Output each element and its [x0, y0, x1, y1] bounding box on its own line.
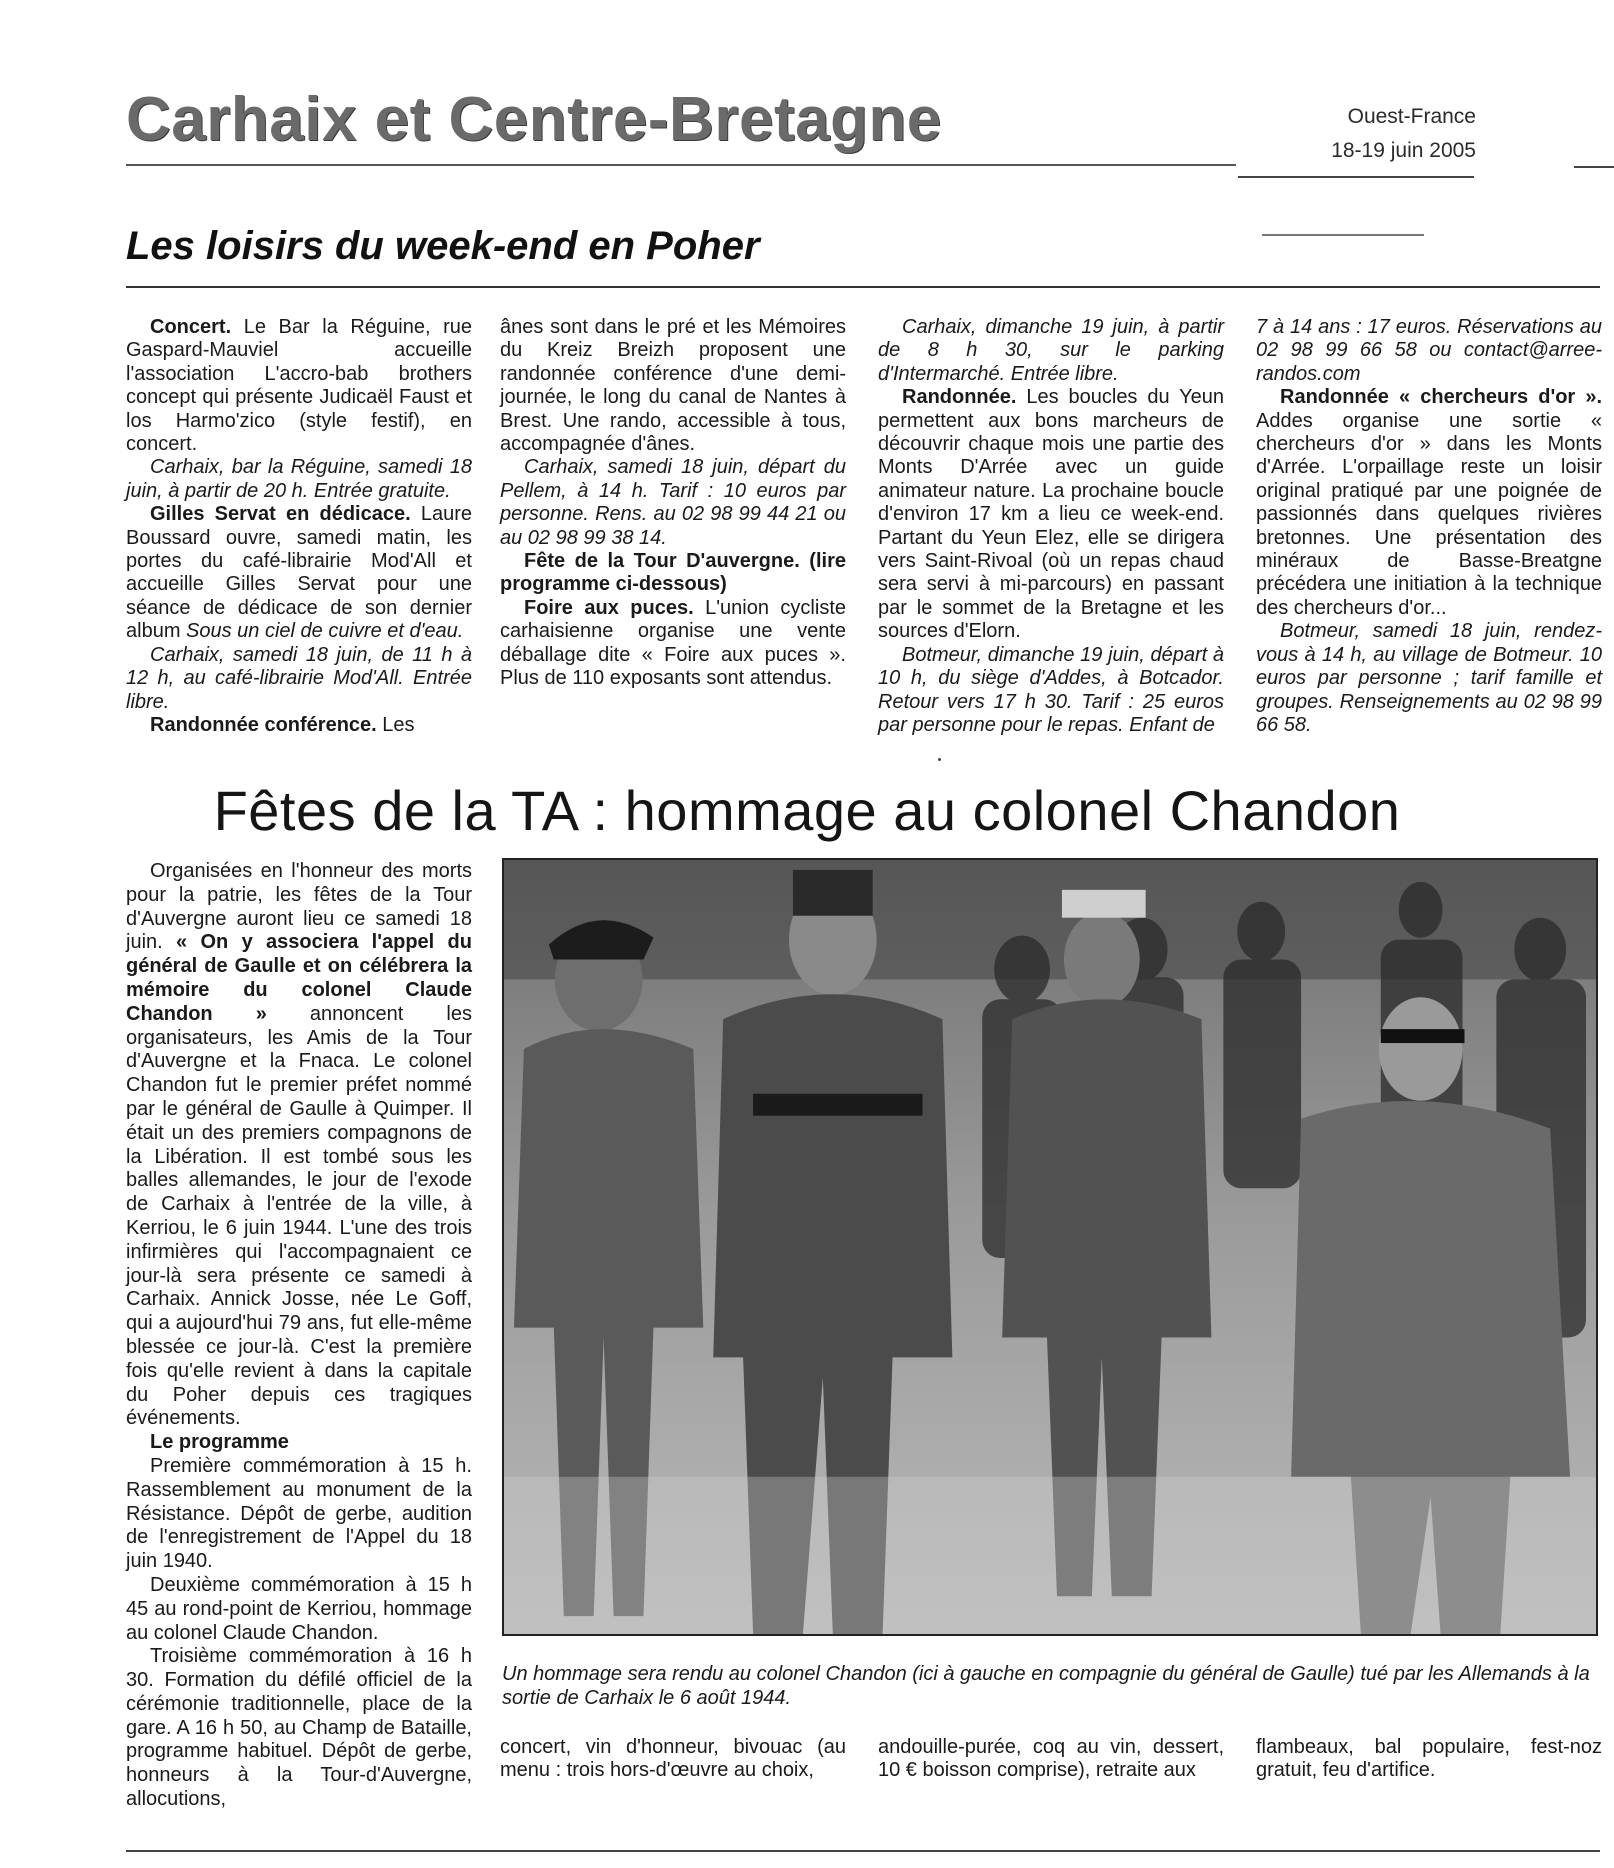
program-text: flambeaux, bal populaire, fest-noz gratuit, feu d'artifice.: [1256, 1736, 1602, 1782]
program-paragraph: [500, 1736, 846, 1783]
publication-date: 18-19 juin 2005: [1331, 139, 1476, 162]
article-photo: [502, 858, 1598, 1636]
program-text: Troisième commémoration à 16 h 30. Formation du défilé officiel de la cérémonie traditionnelle, place de la gare. A 16 h 50, au Champ de Bataille, programme habituel. Dépôt de gerbe, honneurs à la Tour-d'Auvergne, allocutions,: [126, 1645, 472, 1811]
item-info: Carhaix, samedi 18 juin, de 11 h à 12 h, au café-librairie Mod'All. Entrée libre.: [126, 643, 472, 713]
paragraph-info: [126, 456, 472, 503]
paragraph-info: [500, 456, 846, 550]
leisure-column-1: [126, 316, 472, 737]
paragraph-concert: [126, 316, 472, 456]
program-continued-1: [500, 1736, 846, 1783]
article-quote: « On y associera l'appel du général de Gaulle et on célébrera la mémoire du colonel Claude Chandon »: [126, 931, 472, 1025]
print-speck: [938, 758, 941, 761]
program-paragraph: [126, 1645, 472, 1812]
item-info: Carhaix, samedi 18 juin, départ du Pellem, à 14 h. Tarif : 10 euros par personne. Rens. au 02 98 99 44 21 ou au 02 98 99 38 14.: [500, 456, 846, 549]
item-text: Addes organise une sortie « chercheurs d'or » dans les Monts d'Arrée. L'orpaillage reste un loisir original pratiqué par une poignée de passionnés dans quelques rivières bretonnes. Une présentation des minéraux de Basse-Breatgne précédera une initiation à la technique des chercheurs d'or...: [1256, 409, 1602, 619]
program-text: concert, vin d'honneur, bivouac (au menu : trois hors-d'œuvre au choix,: [500, 1736, 846, 1782]
masthead-title: Carhaix et Centre-Bretagne: [126, 85, 942, 154]
decorative-rule: [1262, 234, 1424, 236]
item-title: Randonnée.: [902, 386, 1017, 409]
paragraph-info: [126, 644, 472, 714]
section-title: Les loisirs du week-end en Poher: [126, 224, 760, 268]
paragraph-fete: [500, 550, 846, 597]
edge-rule: [1574, 166, 1614, 168]
leisure-column-3: [878, 316, 1224, 737]
paragraph-continued: [500, 316, 846, 456]
program-title: Le programme: [150, 1431, 289, 1454]
paragraph-info: [1256, 316, 1602, 386]
item-title: Foire aux puces.: [524, 596, 694, 619]
paragraph-info: [1256, 620, 1602, 737]
footer-rule: [126, 1850, 1600, 1852]
album-title: Sous un ciel de cuivre et d'eau.: [186, 620, 464, 643]
photo-caption: Un hommage sera rendu au colonel Chandon (ici à gauche en compagnie du général de Gaulle) tué par les Allemands à la sortie de Carhaix le 6 août 1944.: [502, 1663, 1590, 1709]
item-info: Carhaix, dimanche 19 juin, à partir de 8 h 30, sur le parking d'Intermarché. Entrée libre.: [878, 316, 1224, 385]
article-column: [126, 860, 472, 1812]
article-text: Organisées en l'honneur des morts pour la patrie, les fêtes de la Tour d'Auvergne auront lieu ce samedi 18 juin.: [126, 860, 472, 954]
program-text: Deuxième commémoration à 15 h 45 au rond-point de Kerriou, hommage au colonel Claude Chandon.: [126, 1573, 472, 1644]
program-text: Première commémoration à 15 h. Rassemblement au monument de la Résistance. Dépôt de gerbe, audition de l'enregistrement de l'Appel du 18 juin 1940.: [126, 1454, 472, 1573]
item-text: Le Bar la Réguine, rue Gaspard-Mauviel accueille l'association L'accro-bab brothers concept qui présente Judicaël Faust et los Harmo'zico (style festif), en concert.: [126, 316, 472, 456]
item-text: Les: [376, 713, 415, 736]
publication-name: Ouest-France: [1347, 105, 1476, 128]
paragraph-dedicace: [126, 503, 472, 643]
leisure-column-2: [500, 316, 846, 691]
program-text: andouille-purée, coq au vin, dessert, 10 € boisson comprise), retraite aux: [878, 1736, 1224, 1782]
program-paragraph: [878, 1736, 1224, 1783]
masthead-rule: [126, 164, 1236, 166]
leisure-column-4: [1256, 316, 1602, 737]
item-info: Carhaix, bar la Réguine, samedi 18 juin, à partir de 20 h. Entrée gratuite.: [126, 456, 472, 502]
publication-info: [1331, 100, 1476, 168]
paragraph-chercheurs: [1256, 386, 1602, 620]
program-heading: [126, 1431, 472, 1455]
program-paragraph: [126, 1574, 472, 1645]
paragraph-info: [878, 644, 1224, 738]
paragraph-randonnee-conference: [126, 714, 472, 737]
program-continued-3: [1256, 1736, 1602, 1783]
paragraph-info: [878, 316, 1224, 386]
item-text: Les boucles du Yeun permettent aux bons marcheurs de découvrir chaque mois une partie des Monts D'Arrée avec un guide animateur nature. La prochaine boucle d'environ 17 km a lieu ce week-end. Partant du Yeun Elez, elle se dirigera vers Saint-Rivoal (où un repas chaud sera servi à mi-parcours) en passant par le sommet de la Bretagne et les sources d'Elorn.: [878, 386, 1224, 643]
item-title: Randonnée « chercheurs d'or ».: [1280, 386, 1602, 409]
item-info: Botmeur, dimanche 19 juin, départ à 10 h, du siège d'Addes, à Botcador. Retour vers 17 h 30. Tarif : 25 euros par personne pour le repas. Enfant de: [878, 643, 1224, 736]
paragraph-foire: [500, 597, 846, 691]
paragraph-randonnee: [878, 386, 1224, 643]
item-title: Randonnée conférence.: [150, 713, 377, 736]
item-title: Concert.: [150, 316, 232, 338]
item-text: L'union cycliste carhaisienne organise une vente déballage dite « Foire aux puces ». Plus de 110 exposants sont attendus.: [500, 596, 846, 690]
article-intro: [126, 860, 472, 1431]
publication-rule: [1238, 176, 1474, 178]
item-info: 7 à 14 ans : 17 euros. Réservations au 02 98 99 66 58 ou contact@arree-randos.com: [1256, 316, 1602, 385]
article-headline: Fêtes de la TA : hommage au colonel Chandon: [213, 779, 1401, 842]
program-paragraph: [1256, 1736, 1602, 1783]
program-paragraph: [126, 1455, 472, 1574]
section-rule: [126, 286, 1600, 288]
item-text: Laure Boussard ouvre, samedi matin, les portes du café-librairie Mod'All et accueille Gilles Servat pour une séance de dédicace de son dernier album: [126, 503, 473, 643]
item-text: ânes sont dans le pré et les Mémoires du Kreiz Breizh proposent une randonnée conférence d'une demi-journée, le long du canal de Nantes à Brest. Une rando, accessible à tous, accompagnée d'ânes.: [500, 316, 846, 456]
photo-illustration: [504, 860, 1596, 1634]
item-title: Gilles Servat en dédicace.: [150, 503, 411, 526]
item-title: Fête de la Tour D'auvergne. (lire programme ci-dessous): [500, 550, 846, 596]
item-info: Botmeur, samedi 18 juin, rendez-vous à 14 h, au village de Botmeur. 10 euros par personne ; tarif famille et groupes. Renseignements au 02 98 99 66 58.: [1256, 620, 1602, 736]
article-text: annoncent les organisateurs, les Amis de la Tour d'Auvergne et la Fnaca. Le colonel Chandon fut le premier préfet nommé par le général de Gaulle à Quimper. Il était un des premiers compagnons de la Libération. Il est tombé sous les balles allemandes, le jour de l'exode de Carhaix à l'entrée de la ville, à Kerriou, le 6 juin 1944. L'une des trois infirmières qui l'accompagnaient ce jour-là sera présente ce samedi à Carhaix. Annick Josse, née Le Goff, qui a aujourd'hui 79 ans, fut elle-même blessée ce jour-là. C'est la première fois qu'elle revient à dans la capitale du Poher depuis ces tragiques événements.: [126, 1002, 472, 1430]
program-continued-2: [878, 1736, 1224, 1783]
